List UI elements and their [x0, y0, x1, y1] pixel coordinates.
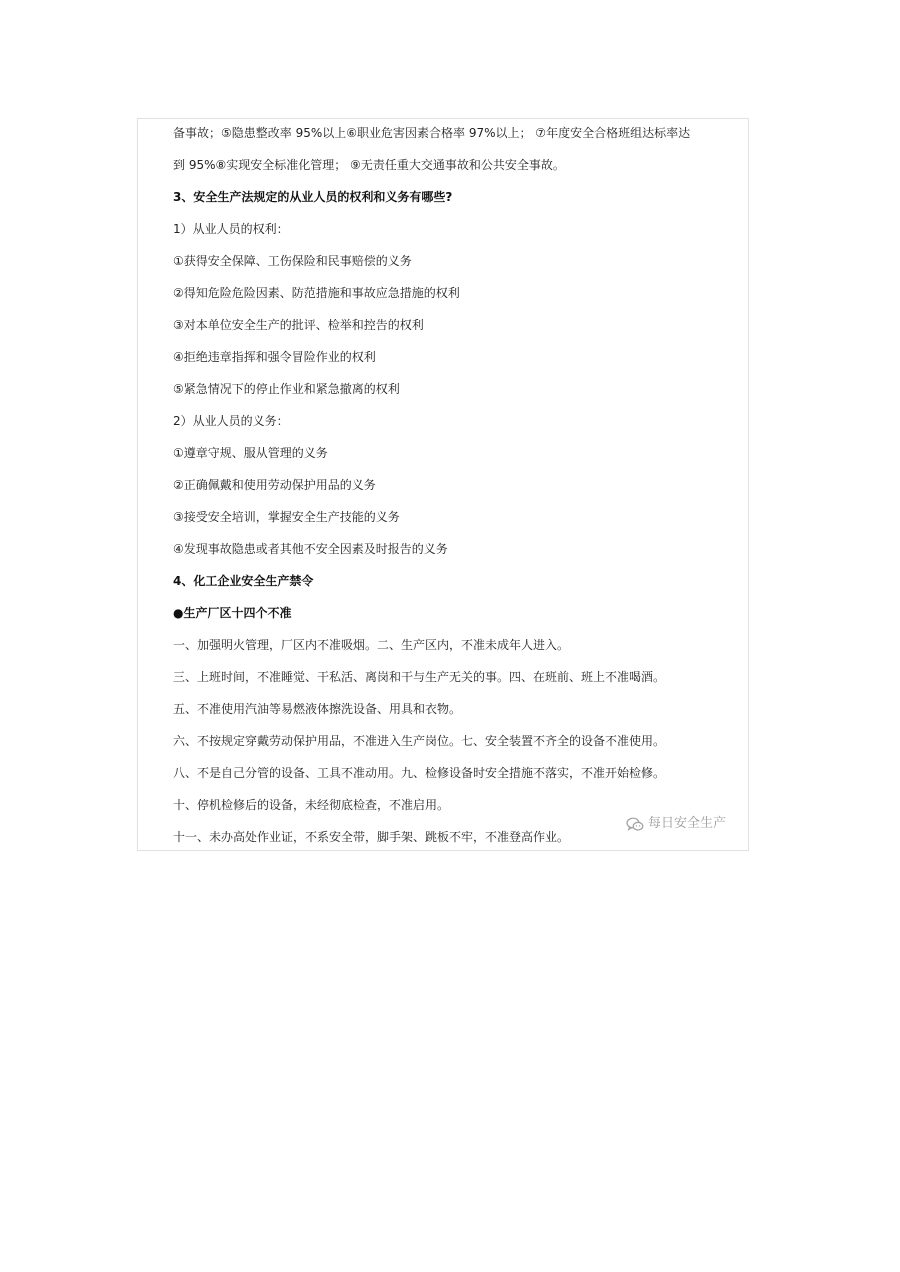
sub-heading: 1）从业人员的权利： — [173, 222, 289, 236]
list-item: ③对本单位安全生产的批评、检举和控告的权利 — [173, 318, 424, 332]
list-item: ②正确佩戴和使用劳动保护用品的义务 — [173, 478, 376, 492]
rule-line: 十、停机检修后的设备，未经彻底检查，不准启用。 — [173, 798, 450, 812]
document-image — [137, 118, 749, 851]
text-line: 到 95%⑧实现安全标准化管理； ⑨无责任重大交通事故和公共安全事故。 — [173, 158, 565, 172]
wechat-icon — [626, 817, 644, 832]
bullet-heading: ●生产厂区十四个不准 — [173, 606, 292, 620]
section-heading: 3、安全生产法规定的从业人员的权利和义务有哪些? — [173, 190, 453, 204]
text-line: 备事故；⑤隐患整改率 95%以上⑥职业危害因素合格率 97%以上； ⑦年度安全合格班组达标率达 — [173, 126, 691, 140]
rule-line: 八、不是自己分管的设备、工具不准动用。九、检修设备时安全措施不落实，不准开始检修。 — [173, 766, 666, 780]
rule-line: 六、不按规定穿戴劳动保护用品，不准进入生产岗位。七、安全装置不齐全的设备不准使用。 — [173, 734, 666, 748]
rule-line: 五、不准使用汽油等易燃液体擦洗设备、用具和衣物。 — [173, 702, 462, 716]
section-heading: 4、化工企业安全生产禁令 — [173, 574, 314, 588]
watermark-text: 每日安全生产 — [647, 816, 726, 831]
sub-heading: 2）从业人员的义务： — [173, 414, 289, 428]
watermark — [626, 816, 726, 832]
list-item: ⑤紧急情况下的停止作业和紧急撤离的权利 — [173, 382, 400, 396]
list-item: ③接受安全培训，掌握安全生产技能的义务 — [173, 510, 400, 524]
list-item: ①遵章守规、服从管理的义务 — [173, 446, 328, 460]
list-item: ④拒绝违章指挥和强令冒险作业的权利 — [173, 350, 376, 364]
list-item: ②得知危险危险因素、防范措施和事故应急措施的权利 — [173, 286, 460, 300]
rule-line: 十一、未办高处作业证，不系安全带，脚手架、跳板不牢，不准登高作业。 — [173, 830, 570, 844]
list-item: ④发现事故隐患或者其他不安全因素及时报告的义务 — [173, 542, 448, 556]
list-item: ①获得安全保障、工伤保险和民事赔偿的义务 — [173, 254, 412, 268]
rule-line: 三、上班时间，不准睡觉、干私活、离岗和干与生产无关的事。四、在班前、班上不准喝酒。 — [173, 670, 666, 684]
rule-line: 一、加强明火管理，厂区内不准吸烟。二、生产区内，不准未成年人进入。 — [173, 638, 570, 652]
